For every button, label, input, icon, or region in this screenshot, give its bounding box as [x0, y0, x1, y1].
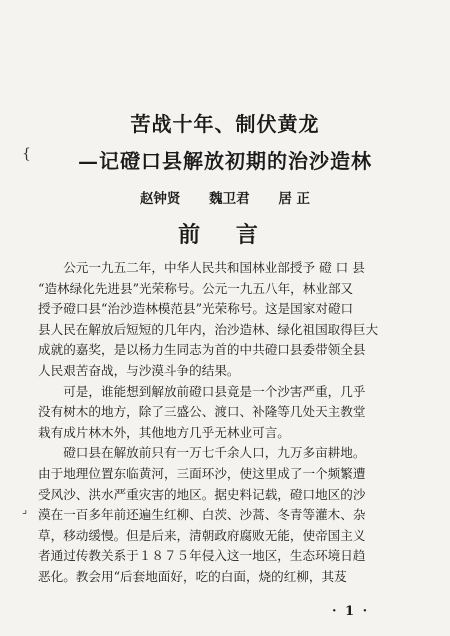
- text-line: 草，移动缓慢。但是后来，清朝政府腐败无能，使帝国主义: [38, 527, 366, 543]
- text-line: 公元一九五二年，中华人民共和国林业部授予 磴 口 县: [63, 260, 365, 275]
- page-number: · 1 ·: [332, 604, 370, 619]
- author-name: 居 正: [278, 191, 311, 207]
- title-line-1: 苦战十年、制伏黄龙: [130, 112, 320, 136]
- text-line: 由于地理位置东临黄河，三面环沙，使这里成了一个频繁遭: [38, 465, 366, 481]
- body-text: [38, 258, 418, 588]
- author-name: 魏卫君: [209, 191, 250, 207]
- text-line: 授予磴口县“治沙造林模范县”光荣称号。这是国家对磴口: [38, 301, 354, 317]
- text-line: 漠在一百多年前还遍生红柳、白茨、沙蒿、冬青等灌木、杂: [38, 507, 366, 523]
- text-line: 人民艰苦奋战，与沙漠斗争的结果。: [38, 362, 240, 378]
- margin-mark: {: [22, 146, 31, 162]
- section-heading: 前 言: [178, 222, 272, 248]
- author-list: [0, 187, 450, 207]
- text-line: 没有树木的地方，除了三盛公、渡口、补隆等几处天主教堂: [38, 404, 366, 420]
- text-line: 栽有成片林木外，其他地方几乎无林业可言。: [38, 424, 290, 440]
- text-line: “造林绿化先进县”光荣称号。公元一九五八年，林业部又: [38, 280, 354, 296]
- text-line: 受风沙、洪水严重灾害的地区。据史料记载，磴口地区的沙: [38, 486, 366, 502]
- author-name: 赵钟贤: [139, 191, 181, 207]
- text-line: 磴口县在解放前只有一万七千余人口，九万多亩耕地。: [63, 445, 366, 461]
- margin-mark: ⌟: [22, 503, 28, 516]
- text-line: 恶化。教会用“后套地面好，吃的白面，烧的红柳，其芨: [38, 568, 347, 584]
- title-line-2: —记磴口县解放初期的治沙造林: [78, 149, 372, 173]
- text-line: 可是，谁能想到解放前磴口县竟是一个沙害严重，几乎: [63, 383, 366, 399]
- text-line: 县人民在解放后短短的几年内，治沙造林、绿化祖国取得巨大: [38, 321, 379, 337]
- text-line: 者通过传教关系于１８７５年侵入这一地区，生态环境日趋: [38, 548, 366, 564]
- text-line: 成就的嘉奖，是以杨力生同志为首的中共磴口县委带领全县: [38, 342, 366, 358]
